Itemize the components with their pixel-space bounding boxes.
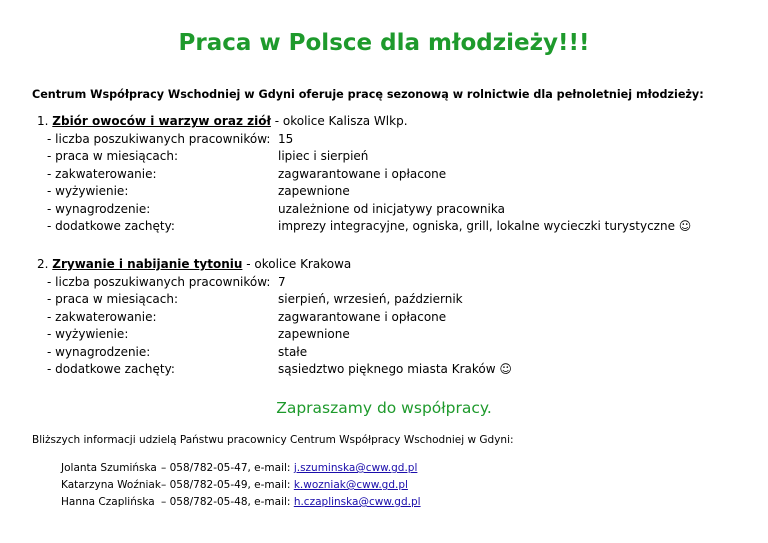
offer-row-label: - wyżywienie: — [47, 327, 129, 341]
offer-location: - okolice Krakowa — [242, 257, 352, 271]
contact-detail — [161, 477, 408, 494]
offer-row-value: imprezy integracyjne, ogniska, grill, lokalne wycieczki turystyczne ☺ — [278, 219, 692, 233]
offer-row — [37, 274, 351, 292]
offer-row — [37, 166, 447, 184]
offer-row — [37, 326, 351, 344]
offer-location: - okolice Kalisza Wlkp. — [270, 114, 408, 128]
contact-detail — [161, 494, 421, 511]
offer-row-value: lipiec i sierpień — [278, 149, 369, 163]
offer-row — [37, 309, 447, 327]
offer-row-label: - zakwaterowanie: — [47, 166, 157, 181]
offer-row — [37, 148, 408, 166]
contact-phone: – 058/782-05-49, e-mail: — [161, 479, 294, 491]
offer-row-label: - dodatkowe zachęty: — [47, 362, 175, 376]
offer-name: Zrywanie i nabijanie tytoniu — [52, 257, 243, 271]
contact-name: Katarzyna Woźniak — [61, 479, 161, 491]
offer-row — [37, 361, 512, 379]
offer-heading — [37, 113, 408, 131]
offer-row-value: sąsiedztwo pięknego miasta Kraków ☺ — [278, 362, 512, 376]
offer-row — [37, 344, 351, 362]
offer-2 — [37, 256, 512, 379]
contact-detail — [161, 460, 417, 477]
offer-row-value: uzależnione od inicjatywy pracownika — [278, 201, 505, 216]
offer-name: Zbiór owoców i warzyw oraz ziół — [52, 114, 271, 128]
offer-row-label: - zakwaterowanie: — [47, 309, 157, 324]
offer-row-value: zapewnione — [278, 327, 350, 341]
offer-row-value: stałe — [278, 344, 308, 359]
contact-email-link[interactable]: h.czaplinska@cww.gd.pl — [293, 496, 421, 508]
offer-row — [37, 201, 505, 219]
offer-number: 2. — [37, 257, 49, 271]
offer-row-label: - wyżywienie: — [47, 184, 129, 198]
offer-row-value: zagwarantowane i opłacone — [278, 309, 447, 324]
offer-row-value: zapewnione — [278, 184, 350, 198]
offer-row — [37, 218, 692, 236]
contact-name: Jolanta Szumińska — [61, 462, 157, 474]
contact-email-link[interactable]: j.szuminska@cww.gd.pl — [293, 462, 418, 474]
offer-row-label: - praca w miesiącach: — [47, 292, 178, 306]
page-title: Praca w Polsce dla młodzieży!!! — [178, 30, 590, 56]
offer-row-label: - liczba poszukiwanych pracowników: — [47, 131, 271, 146]
offer-row-label: - dodatkowe zachęty: — [47, 219, 175, 233]
contact-intro: Bliższych informacji udzielą Państwu pracownicy Centrum Współpracy Wschodniej w Gdyni: — [32, 434, 514, 446]
offer-row-value: sierpień, wrzesień, październik — [278, 292, 463, 306]
offer-row — [37, 131, 408, 149]
offer-row-label: - wynagrodzenie: — [47, 344, 151, 359]
offer-row-label: - liczba poszukiwanych pracowników: — [47, 274, 271, 289]
offer-row-label: - praca w miesiącach: — [47, 149, 178, 163]
contact-phone: – 058/782-05-48, e-mail: — [161, 496, 294, 508]
offer-heading — [37, 256, 351, 274]
offer-1 — [37, 113, 692, 236]
offer-row-value: 15 — [278, 131, 294, 146]
contact-name: Hanna Czaplińska — [61, 496, 155, 508]
contact-phone: – 058/782-05-47, e-mail: — [161, 462, 294, 474]
contact-email-link[interactable]: k.wozniak@cww.gd.pl — [293, 479, 408, 491]
offer-row — [37, 183, 408, 201]
offer-row — [37, 291, 463, 309]
intro-text: Centrum Współpracy Wschodniej w Gdyni oferuje pracę sezonową w rolnictwie dla pełnoletniej młodzieży: — [32, 88, 704, 101]
invite-text: Zapraszamy do współpracy. — [276, 399, 492, 417]
offer-number: 1. — [37, 114, 49, 128]
offer-row-value: 7 — [278, 274, 286, 289]
offer-row-label: - wynagrodzenie: — [47, 201, 151, 216]
offer-row-value: zagwarantowane i opłacone — [278, 166, 447, 181]
